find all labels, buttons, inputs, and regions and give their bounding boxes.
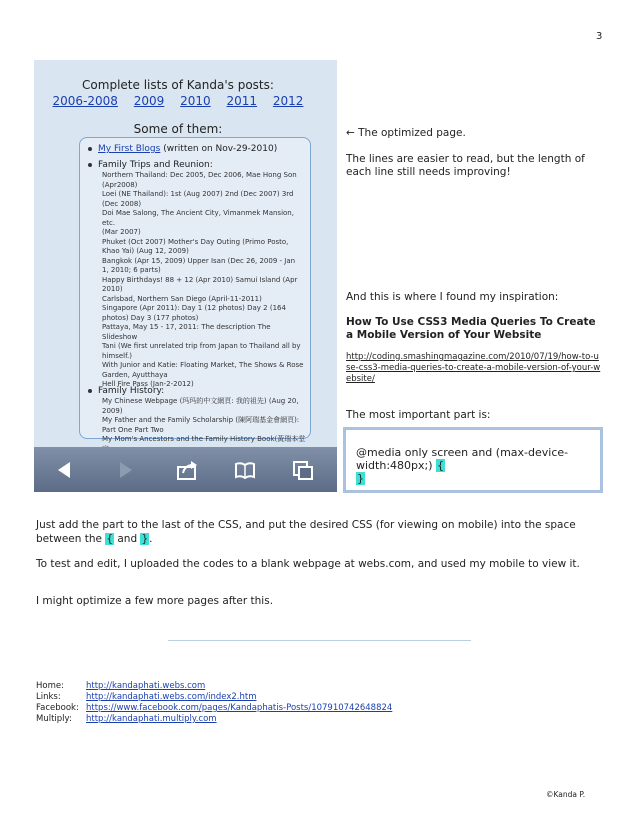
screenshot-line: My Chinese Webpage (玛玛的中文網頁: 我的祖先) (Aug 20, — [102, 397, 299, 405]
forward-arrow-icon[interactable] — [114, 459, 136, 481]
family-trips-heading: Family Trips and Reunion: — [98, 160, 213, 170]
screenshot-line: 2009) — [102, 406, 123, 415]
screenshot-line: Carlsbad, Northern San Diego (April-11-2011) — [102, 294, 262, 303]
family-history-heading: Family History: — [98, 386, 165, 396]
screenshot-line: Doi Mae Salong, The Ancient City, Vimanmek Mansion, etc. — [102, 209, 294, 227]
screenshot-line: (Dec 2008) — [102, 199, 142, 208]
media-query-code — [356, 446, 588, 485]
posts-list-box — [79, 137, 311, 443]
list-item — [88, 386, 164, 397]
page-number: 3 — [596, 31, 603, 42]
first-blogs-link[interactable]: My First Blogs — [98, 144, 161, 154]
article-title: How To Use CSS3 Media Queries To Create a Mobile Version of Your Website — [346, 316, 596, 341]
trips-links — [102, 171, 307, 390]
posts-list-title: Complete lists of Kanda's posts: — [82, 78, 274, 92]
footer-home — [36, 681, 206, 692]
screenshot-line: 1, 2010; 6 parts) — [102, 266, 161, 274]
year-link[interactable]: 2009 — [133, 94, 165, 108]
screenshot-line: With Junior and Katie: Floating Market, The Shows & Rose — [102, 361, 304, 369]
open-brace: { — [437, 459, 445, 472]
inline-open-brace: { — [106, 533, 114, 545]
copyright: ©Kanda P. — [546, 790, 586, 799]
footer-link[interactable]: https://www.facebook.com/pages/Kandaphatis-Posts/107910742648824 — [86, 703, 393, 713]
some-of-them-heading: Some of them: — [133, 122, 223, 136]
screenshot-line: Bangkok (Apr 15, 2009) Upper Isan (Dec 26, 2009 - Jan — [102, 256, 296, 265]
screenshot-line: My Father and the Family Scholarship (陳阿瑞基金會網頁): — [102, 416, 300, 424]
screenshot-line: My Mom's Ancestors and the Family History Book(黃瑞本堂 — [102, 435, 306, 443]
screenshot-line: Garden, Ayutthaya — [102, 370, 168, 379]
media-query-text: @media only screen and (max-device-width:480px;) — [356, 446, 569, 472]
paragraph-future: I might optimize a few more pages after this. — [36, 595, 274, 607]
screenshot-line: Phuket (Oct 2007) Mother's Day Outing (Primo Posto, — [102, 237, 289, 246]
footer-multiply — [36, 714, 217, 725]
screenshot-line: Pattaya, May 15 - 17, 2011: The description The — [102, 323, 271, 331]
instructions-text: Just add the part to the last of the CSS, and put the desired CSS (for viewing on mobile) into the space between the — [36, 519, 576, 545]
divider — [168, 640, 471, 641]
important-text: The most important part is: — [346, 409, 491, 421]
screenshot-line: Khao Yai) (Aug 12, 2009) — [102, 247, 189, 255]
year-link[interactable]: 2010 — [180, 94, 211, 108]
footer-links — [36, 692, 257, 703]
back-arrow-icon[interactable] — [54, 459, 76, 481]
and-word: and — [117, 533, 138, 545]
footer-facebook — [36, 703, 393, 714]
footer-label: Links: — [36, 692, 61, 702]
screenshot-line: Loei (NE Thailand): 1st (Aug 2007) 2nd (Dec 2007) 3rd — [102, 190, 294, 198]
bullet-icon — [88, 163, 92, 167]
paragraph-instructions — [36, 518, 606, 546]
bullet-icon — [88, 147, 92, 151]
screenshot-line: Hell Fire Pass (Jan-2-2012) — [102, 380, 194, 388]
screenshot-line: (Mar 2007) — [102, 228, 141, 236]
paragraph-testing: To test and edit, I uploaded the codes to a blank webpage at webs.com, and used my mobile to view it. — [36, 558, 580, 570]
footer-link[interactable]: http://kandaphati.webs.com/index2.htm — [86, 692, 257, 702]
article-link[interactable]: http://coding.smashingmagazine.com/2010/07/19/how-to-use-css3-media-queries-to-create-a-mobile-version-of-your-website/ — [346, 352, 601, 384]
year-links — [34, 94, 322, 108]
list-item — [88, 144, 277, 155]
screenshot-line: Singapore (Apr 2011): Day 1 (12 photos) Day 2 (164 — [102, 304, 286, 312]
mobile-screenshot — [34, 60, 337, 492]
inspiration-text: And this is where I found my inspiration: — [346, 291, 559, 303]
tabs-icon[interactable] — [292, 459, 314, 481]
screenshot-line: photos) Day 3 (177 photos) — [102, 313, 199, 322]
bullet-icon — [88, 389, 92, 393]
footer-label: Home: — [36, 681, 64, 691]
screenshot-line: Tani (We first unrelated trip from Japan to Thailand all by himself.) — [102, 342, 301, 360]
optimized-caption: ← The optimized page. — [346, 127, 466, 139]
footer-label: Facebook: — [36, 703, 79, 713]
footer-label: Multiply: — [36, 714, 72, 724]
browser-toolbar — [34, 447, 337, 492]
screenshot-line: Part One Part Two — [102, 425, 164, 434]
year-link[interactable]: 2012 — [272, 94, 304, 108]
footer-link[interactable]: http://kandaphati.multiply.com — [86, 714, 217, 724]
year-link[interactable]: 2006-2008 — [52, 94, 118, 108]
screenshot-line: (Apr2008) — [102, 180, 138, 189]
first-blogs-date: (written on Nov-29-2010) — [163, 144, 278, 154]
year-link[interactable]: 2011 — [226, 94, 258, 108]
period: . — [149, 533, 153, 545]
close-brace: } — [357, 472, 364, 485]
share-icon[interactable] — [176, 459, 198, 481]
inline-close-brace: } — [141, 533, 149, 545]
footer-link[interactable]: http://kandaphati.webs.com — [86, 681, 206, 691]
screenshot-line: Happy Birthdays! 88 + 12 (Apr 2010) Samui Island (Apr — [102, 275, 298, 284]
screenshot-line: Northern Thailand: Dec 2005, Dec 2006, Mae Hong Son — [102, 171, 297, 179]
screenshot-line: 2010) — [102, 285, 123, 293]
bookmarks-icon[interactable] — [234, 459, 256, 481]
lines-note: The lines are easier to read, but the length of each line still needs improving! — [346, 153, 585, 178]
code-box — [343, 427, 603, 493]
list-item — [88, 160, 213, 171]
screenshot-line: Slideshow — [102, 332, 138, 341]
